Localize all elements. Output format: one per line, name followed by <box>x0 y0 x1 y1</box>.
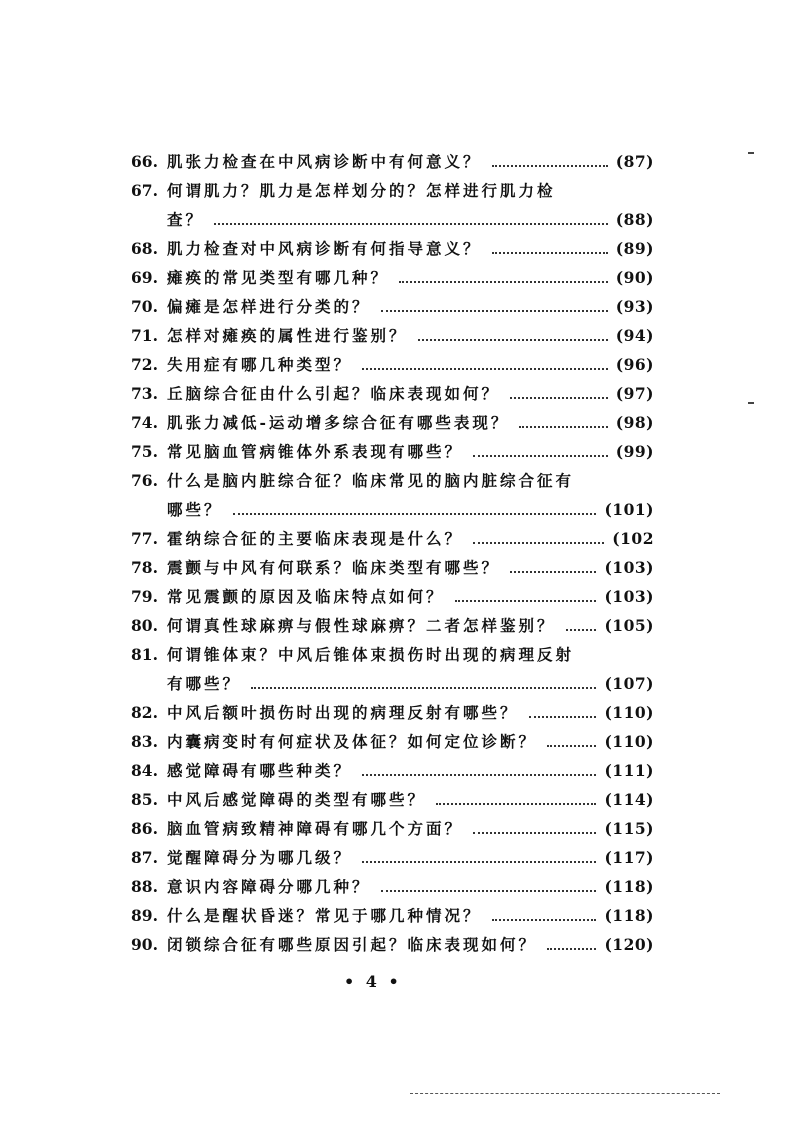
toc-entry[interactable] <box>131 901 654 930</box>
entry-page: (88) <box>615 210 654 229</box>
toc-entry[interactable] <box>131 234 654 263</box>
toc-entry[interactable] <box>131 553 654 582</box>
toc-line <box>131 147 654 176</box>
entry-page: (111) <box>604 761 654 780</box>
entry-title: 偏瘫是怎样进行分类的？ <box>167 297 371 316</box>
dot-leader <box>362 774 596 776</box>
dot-leader <box>473 455 608 457</box>
entry-number: 66. <box>131 152 158 171</box>
entry-page: (90) <box>615 268 654 287</box>
dot-leader <box>381 890 597 892</box>
toc-entry[interactable] <box>131 582 654 611</box>
toc-line <box>131 408 654 437</box>
entry-page: (110) <box>604 732 654 751</box>
toc-line <box>131 495 654 524</box>
entry-number: 70. <box>131 297 158 316</box>
entry-title: 失用症有哪几种类型？ <box>167 355 353 374</box>
entry-page: (93) <box>615 297 654 316</box>
entry-title: 内囊病变时有何症状及体征？如何定位诊断？ <box>167 732 538 751</box>
dot-leader <box>251 687 596 689</box>
entry-page: (110) <box>604 703 654 722</box>
entry-number: 90. <box>131 935 158 954</box>
toc-line <box>131 582 654 611</box>
toc-entry[interactable] <box>131 437 654 466</box>
entry-title: 哪些？ <box>167 500 223 519</box>
entry-title: 肌张力减低-运动增多综合征有哪些表现？ <box>167 413 510 432</box>
entry-page: (89) <box>615 239 654 258</box>
toc-line <box>131 205 654 234</box>
toc-line <box>131 263 654 292</box>
entry-title: 丘脑综合征由什么引起？临床表现如何？ <box>167 384 501 403</box>
toc-entry[interactable] <box>131 843 654 872</box>
entry-title: 脑血管病致精神障碍有哪几个方面？ <box>167 819 464 838</box>
toc-entry[interactable] <box>131 872 654 901</box>
entry-title: 常见震颤的原因及临床特点如何？ <box>167 587 445 606</box>
toc-line <box>131 698 654 727</box>
entry-number: 86. <box>131 819 158 838</box>
entry-title: 肌力检查对中风病诊断有何指导意义？ <box>167 239 482 258</box>
entry-page: (87) <box>615 152 654 171</box>
toc-entry[interactable] <box>131 814 654 843</box>
entry-page: (99) <box>615 442 654 461</box>
toc-line <box>131 611 654 640</box>
entry-page: (115) <box>604 819 654 838</box>
entry-title: 怎样对瘫痪的属性进行鉴别？ <box>167 326 408 345</box>
entry-number: 82. <box>131 703 158 722</box>
entry-number: 80. <box>131 616 158 635</box>
toc-entry[interactable] <box>131 756 654 785</box>
toc-line <box>131 756 654 785</box>
entry-page: (96) <box>615 355 654 374</box>
toc-line <box>131 292 654 321</box>
dot-leader <box>473 542 604 544</box>
toc-line <box>131 785 654 814</box>
entry-number: 68. <box>131 239 158 258</box>
toc-line <box>131 234 654 263</box>
entry-page: (94) <box>615 326 654 345</box>
entry-number: 76. <box>131 471 158 490</box>
entry-number: 79. <box>131 587 158 606</box>
entry-page: (105) <box>604 616 654 635</box>
entry-title: 何谓肌力？肌力是怎样划分的？怎样进行肌力检 <box>167 181 556 200</box>
entry-number: 71. <box>131 326 158 345</box>
entry-number: 72. <box>131 355 158 374</box>
dot-leader <box>362 368 608 370</box>
entry-title: 闭锁综合征有哪些原因引起？临床表现如何？ <box>167 935 538 954</box>
entry-page: (114) <box>604 790 654 809</box>
entry-title: 瘫痪的常见类型有哪几种？ <box>167 268 390 287</box>
entry-title: 查？ <box>167 210 205 229</box>
dot-leader <box>547 948 596 950</box>
entry-page: (102 <box>612 529 654 548</box>
dot-leader <box>492 919 597 921</box>
entry-title: 霍纳综合征的主要临床表现是什么？ <box>167 529 464 548</box>
toc-line <box>131 321 654 350</box>
entry-number: 75. <box>131 442 158 461</box>
entry-title: 感觉障碍有哪些种类？ <box>167 761 353 780</box>
toc-entry[interactable] <box>131 698 654 727</box>
entry-number: 69. <box>131 268 158 287</box>
toc-line <box>131 843 654 872</box>
toc-line <box>131 176 654 205</box>
dot-leader <box>381 310 608 312</box>
entry-number: 67. <box>131 181 158 200</box>
entry-number: 74. <box>131 413 158 432</box>
toc-entry[interactable] <box>131 292 654 321</box>
dot-leader <box>455 600 597 602</box>
toc-line <box>131 466 654 495</box>
toc-line <box>131 669 654 698</box>
toc-line <box>131 901 654 930</box>
entry-title: 什么是醒状昏迷？常见于哪几种情况？ <box>167 906 482 925</box>
entry-title: 何谓真性球麻痹与假性球麻痹？二者怎样鉴别？ <box>167 616 556 635</box>
entry-title: 中风后感觉障碍的类型有哪些？ <box>167 790 427 809</box>
entry-title: 觉醒障碍分为哪几级？ <box>167 848 353 867</box>
entry-number: 88. <box>131 877 158 896</box>
dot-leader <box>233 513 597 515</box>
toc-entry[interactable] <box>131 466 654 524</box>
entry-number: 87. <box>131 848 158 867</box>
toc-line <box>131 930 654 959</box>
entry-number: 84. <box>131 761 158 780</box>
dot-leader <box>473 832 596 834</box>
toc-entry[interactable] <box>131 379 654 408</box>
dot-leader <box>566 629 597 631</box>
entry-number: 85. <box>131 790 158 809</box>
toc-entry[interactable] <box>131 350 654 379</box>
dot-leader <box>529 716 597 718</box>
entry-title: 有哪些？ <box>167 674 242 693</box>
toc-entry[interactable] <box>131 640 654 698</box>
toc-entry[interactable] <box>131 611 654 640</box>
scan-mark <box>748 402 754 404</box>
dot-leader <box>399 281 608 283</box>
toc-line <box>131 437 654 466</box>
toc-entry[interactable] <box>131 727 654 756</box>
entry-number: 77. <box>131 529 158 548</box>
toc-line <box>131 379 654 408</box>
dot-leader <box>214 223 608 225</box>
dot-leader <box>510 571 596 573</box>
toc-line <box>131 553 654 582</box>
toc-line <box>131 640 654 669</box>
dot-leader <box>492 252 608 254</box>
entry-title: 何谓锥体束？中风后锥体束损伤时出现的病理反射 <box>167 645 575 664</box>
entry-number: 89. <box>131 906 158 925</box>
dot-leader <box>362 861 596 863</box>
entry-page: (118) <box>604 877 654 896</box>
toc-line <box>131 814 654 843</box>
toc-entry[interactable] <box>131 785 654 814</box>
toc-line <box>131 524 654 553</box>
entry-page: (97) <box>615 384 654 403</box>
entry-page: (98) <box>615 413 654 432</box>
entry-page: (117) <box>604 848 654 867</box>
entry-number: 78. <box>131 558 158 577</box>
dot-leader <box>436 803 596 805</box>
entry-number: 81. <box>131 645 158 664</box>
scan-mark <box>748 152 754 154</box>
entry-number: 73. <box>131 384 158 403</box>
entry-title: 肌张力检查在中风病诊断中有何意义？ <box>167 152 482 171</box>
entry-page: (101) <box>604 500 654 519</box>
toc-entry[interactable] <box>131 263 654 292</box>
dot-leader <box>510 397 608 399</box>
dot-leader <box>418 339 608 341</box>
entry-title: 意识内容障碍分哪几种？ <box>167 877 371 896</box>
toc-entry[interactable] <box>131 176 654 234</box>
entry-number: 83. <box>131 732 158 751</box>
dot-leader <box>547 745 596 747</box>
toc-entry[interactable] <box>131 147 654 176</box>
toc-line <box>131 727 654 756</box>
toc-line <box>131 872 654 901</box>
toc-line <box>131 350 654 379</box>
entry-page: (103) <box>604 558 654 577</box>
toc-entry[interactable] <box>131 408 654 437</box>
scan-dashed-rule <box>410 1093 720 1094</box>
table-of-contents <box>131 147 654 959</box>
entry-page: (107) <box>604 674 654 693</box>
dot-leader <box>519 426 607 428</box>
entry-title: 什么是脑内脏综合征？临床常见的脑内脏综合征有 <box>167 471 575 490</box>
entry-title: 震颤与中风有何联系？临床类型有哪些？ <box>167 558 501 577</box>
entry-page: (118) <box>604 906 654 925</box>
entry-title: 中风后额叶损伤时出现的病理反射有哪些？ <box>167 703 519 722</box>
dot-leader <box>492 165 608 167</box>
toc-entry[interactable] <box>131 930 654 959</box>
entry-title: 常见脑血管病锥体外系表现有哪些？ <box>167 442 464 461</box>
entry-page: (103) <box>604 587 654 606</box>
entry-page: (120) <box>604 935 654 954</box>
toc-entry[interactable] <box>131 321 654 350</box>
toc-entry[interactable] <box>131 524 654 553</box>
page-number: • 4 • <box>344 972 402 991</box>
